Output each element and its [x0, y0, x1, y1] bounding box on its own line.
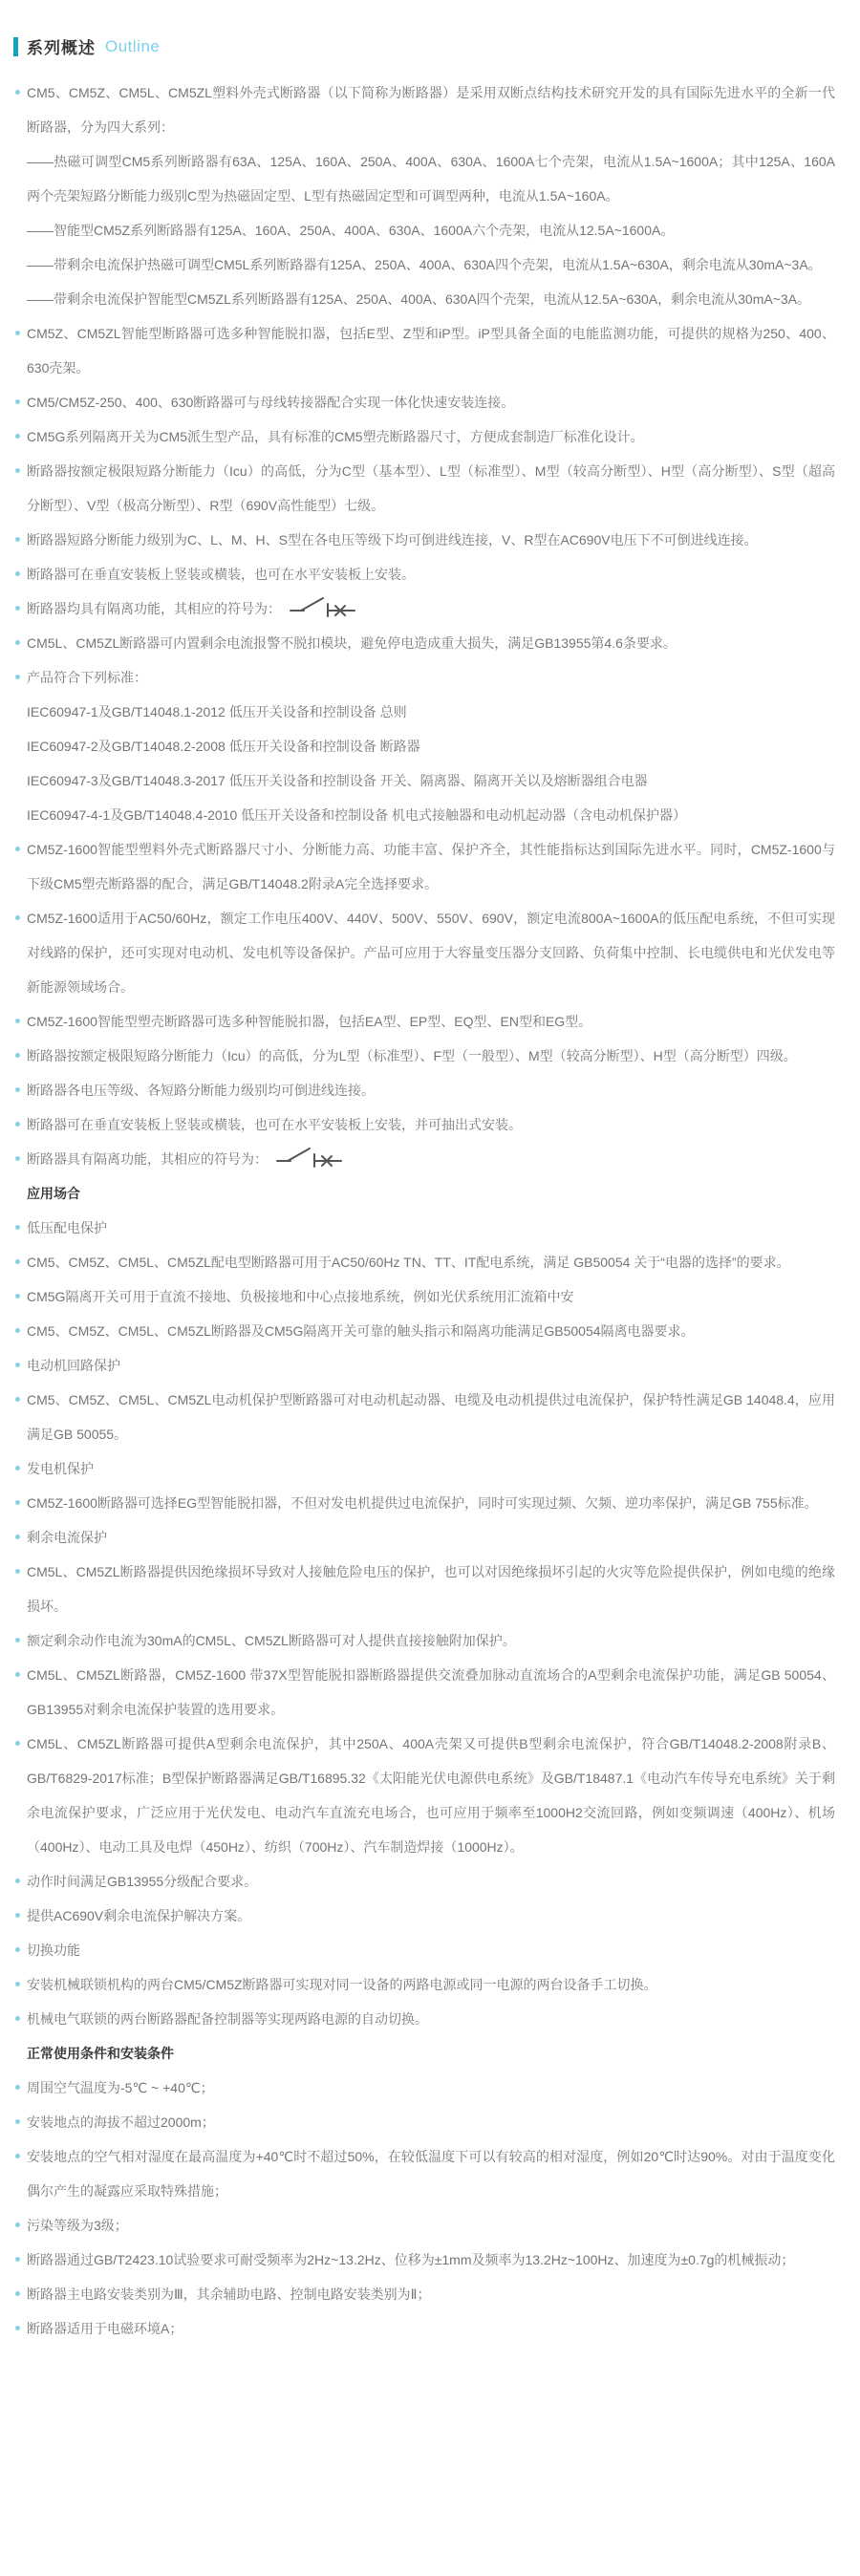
list-item: [27, 247, 835, 282]
list-item: [27, 1555, 835, 1623]
item-text: 断路器可在垂直安装板上竖装或横装，也可在水平安装板上安装，并可抽出式安装。: [27, 1117, 522, 1132]
item-text: CM5Z-1600智能型塑壳断路器可选多种智能脱扣器，包括EA型、EP型、EQ型、EN型和EG型。: [27, 1014, 592, 1029]
item-text: CM5Z、CM5ZL智能型断路器可选多种智能脱扣器，包括E型、Z型和iP型。iP型具备全面的电能监测功能，可提供的规格为250、400、630壳架。: [27, 326, 835, 376]
bullet-dot-icon: [15, 915, 20, 920]
list-item: [27, 2208, 835, 2243]
item-text: 断路器各电压等级、各短路分断能力级别均可倒进线连接。: [27, 1083, 375, 1098]
bullet-dot-icon: [15, 2154, 20, 2158]
list-item: [27, 2139, 835, 2208]
bullet-dot-icon: [15, 847, 20, 851]
item-text: CM5、CM5Z、CM5L、CM5ZL断路器及CM5G隔离开关可靠的触头指示和隔离功能满足GB50054隔离电器要求。: [27, 1323, 695, 1339]
list-item: [27, 75, 835, 144]
accent-bar: [13, 37, 18, 56]
sub-heading: [27, 1176, 835, 1211]
list-item: [27, 523, 835, 557]
bullet-dot-icon: [15, 2257, 20, 2262]
bullet-dot-icon: [15, 1122, 20, 1127]
item-text: 提供AC690V剩余电流保护解决方案。: [27, 1908, 251, 1923]
item-text: CM5Z-1600适用于AC50/60Hz，额定工作电压400V、440V、500V、550V、690V，额定电流800A~1600A的低压配电系统，不但可实现对线路的保护，还可实现对电动机、发电机等设备保护。产品可应用于大容量变压器分支回路、负荷集中控制、长电缆供电和光伏发电等新能源领域场合。: [27, 911, 835, 995]
bullet-dot-icon: [15, 1156, 20, 1161]
list-item: [27, 832, 835, 901]
item-text: 安装地点的空气相对湿度在最高温度为+40℃时不超过50%，在较低温度下可以有较高的相对湿度，例如20℃时达90%。对由于温度变化偶尔产生的凝露应采取特殊措施；: [27, 2149, 835, 2199]
bullet-dot-icon: [15, 1638, 20, 1642]
item-text: 断路器按额定极限短路分断能力（Icu）的高低，分为C型（基本型）、L型（标准型）、M型（较高分断型）、H型（高分断型）、S型（超高分断型）、V型（极高分断型）、R型（690V高性能型）七级。: [27, 463, 835, 513]
bullet-dot-icon: [15, 399, 20, 404]
item-text: IEC60947-2及GB/T14048.2-2008 低压开关设备和控制设备 断路器: [27, 739, 420, 754]
bullet-dot-icon: [15, 1947, 20, 1952]
item-text: CM5L、CM5ZL断路器可内置剩余电流报警不脱扣模块，避免停电造成重大损失，满足GB13955第4.6条要求。: [27, 635, 677, 651]
bullet-dot-icon: [15, 434, 20, 439]
bullet-dot-icon: [15, 331, 20, 335]
item-text: CM5、CM5Z、CM5L、CM5ZL塑料外壳式断路器（以下简称为断路器）是采用双断点结构技术研究开发的具有国际先进水平的全新一代断路器，分为四大系列：: [27, 85, 835, 135]
item-text: 切换功能: [27, 1943, 80, 1958]
item-text: 机械电气联锁的两台断路器配备控制器等实现两路电源的自动切换。: [27, 2011, 428, 2027]
sub-heading: [27, 2036, 835, 2071]
page-title: 系列概述: [27, 39, 96, 57]
bullet-dot-icon: [15, 640, 20, 645]
bullet-dot-icon: [15, 2326, 20, 2330]
bullet-dot-icon: [15, 1466, 20, 1470]
item-text: 断路器可在垂直安装板上竖装或横装，也可在水平安装板上安装。: [27, 567, 415, 582]
list-item: [27, 1933, 835, 1967]
list-item: [27, 1727, 835, 1864]
bullet-dot-icon: [15, 90, 20, 95]
list-item: [27, 1107, 835, 1142]
list-item: [27, 1486, 835, 1520]
item-text: 断路器按额定极限短路分断能力（Icu）的高低，分为L型（标准型）、F型（一般型）、M型（较高分断型）、H型（高分断型）四级。: [27, 1048, 797, 1063]
item-text: 断路器主电路安装类别为Ⅲ，其余辅助电路、控制电路安装类别为Ⅱ；: [27, 2286, 431, 2302]
bullet-dot-icon: [15, 1982, 20, 1986]
bullet-dot-icon: [15, 1294, 20, 1299]
bullet-dot-icon: [15, 1019, 20, 1023]
item-text: 额定剩余动作电流为30mA的CM5L、CM5ZL断路器可对人提供直接接触附加保护。: [27, 1633, 516, 1648]
item-text: IEC60947-3及GB/T14048.3-2017 低压开关设备和控制设备 开关、隔离器、隔离开关以及熔断器组合电器: [27, 773, 648, 788]
list-item: [27, 1245, 835, 1279]
item-text: ——带剩余电流保护智能型CM5ZL系列断路器有125A、250A、400A、630A四个壳架，电流从12.5A~630A，剩余电流从30mA~3A。: [27, 291, 811, 307]
item-text: CM5G系列隔离开关为CM5派生型产品，具有标准的CM5塑壳断路器尺寸，方便成套制造厂标准化设计。: [27, 429, 644, 444]
list-item: [27, 2277, 835, 2311]
list-item: [27, 2002, 835, 2036]
item-text: 断路器通过GB/T2423.10试验要求可耐受频率为2Hz~13.2Hz、位移为±1mm及频率为13.2Hz~100Hz、加速度为±0.7g的机械振动；: [27, 2252, 795, 2267]
list-item: [27, 557, 835, 591]
list-item: [27, 1211, 835, 1245]
item-text: CM5G隔离开关可用于直流不接地、负极接地和中心点接地系统，例如光伏系统用汇流箱中安: [27, 1289, 574, 1304]
item-text: 安装机械联锁机构的两台CM5/CM5Z断路器可实现对同一设备的两路电源或同一电源的两台设备手工切换。: [27, 1977, 657, 1992]
item-text: CM5Z-1600智能型塑料外壳式断路器尺寸小、分断能力高、功能丰富、保护齐全，其性能指标达到国际先进水平。同时，CM5Z-1600与下级CM5塑壳断路器的配合，满足GB/T14048.2附录A完全选择要求。: [27, 842, 835, 891]
item-text: 动作时间满足GB13955分级配合要求。: [27, 1874, 258, 1889]
list-item: [27, 385, 835, 419]
bullet-dot-icon: [15, 1363, 20, 1367]
bullet-dot-icon: [15, 468, 20, 473]
bullet-dot-icon: [15, 1500, 20, 1505]
list-item: [27, 2243, 835, 2277]
list-item: [27, 2311, 835, 2346]
item-text: 产品符合下列标准：: [27, 670, 147, 685]
list-item: [27, 1623, 835, 1658]
item-text: 剩余电流保护: [27, 1530, 107, 1545]
item-text: IEC60947-4-1及GB/T14048.4-2010 低压开关设备和控制设备 机电式接触器和电动机起动器（含电动机保护器）: [27, 807, 687, 823]
list-item: [27, 144, 835, 213]
bullet-dot-icon: [15, 1535, 20, 1539]
bullet-dot-icon: [15, 1397, 20, 1402]
list-item: [27, 901, 835, 1004]
item-text: 断路器均具有隔离功能，其相应的符号为：: [27, 601, 281, 616]
item-text: 断路器具有隔离功能，其相应的符号为：: [27, 1151, 268, 1167]
list-item: [27, 1451, 835, 1486]
list-item: [27, 1004, 835, 1039]
section-header: [13, 34, 860, 58]
content-list: [0, 68, 860, 2372]
bullet-dot-icon: [15, 2119, 20, 2124]
item-text: 断路器适用于电磁环境A；: [27, 2321, 183, 2336]
bullet-dot-icon: [15, 1913, 20, 1918]
item-text: 正常使用条件和安装条件: [27, 2046, 174, 2061]
item-text: ——热磁可调型CM5系列断路器有63A、125A、160A、250A、400A、630A、1600A七个壳架，电流从1.5A~1600A；其中125A、160A两个壳架短路分断能力级别C型为热磁固定型、L型有热磁固定型和可调型两种，电流从1.5A~160A。: [27, 154, 835, 204]
item-text: 污染等级为3级；: [27, 2218, 128, 2233]
list-item: [27, 2071, 835, 2105]
page-title-en: Outline: [105, 36, 161, 55]
bullet-dot-icon: [15, 1225, 20, 1230]
list-item: [27, 1348, 835, 1383]
list-item: [27, 1899, 835, 1933]
item-text: 发电机保护: [27, 1461, 94, 1476]
item-text: CM5、CM5Z、CM5L、CM5ZL电动机保护型断路器可对电动机起动器、电缆及电动机提供过电流保护，保护特性满足GB 14048.4，应用满足GB 50055。: [27, 1392, 835, 1442]
isolator-switch-icon: [275, 1145, 344, 1168]
item-text: CM5L、CM5ZL断路器提供因绝缘损坏导致对人接触危险电压的保护，也可以对因绝缘损坏引起的火灾等危险提供保护，例如电缆的绝缘损坏。: [27, 1564, 835, 1614]
item-text: 低压配电保护: [27, 1220, 107, 1235]
list-item: [27, 1314, 835, 1348]
item-text: CM5、CM5Z、CM5L、CM5ZL配电型断路器可用于AC50/60Hz TN、TT、IT配电系统，满足 GB50054 关于“电器的选择”的要求。: [27, 1255, 790, 1270]
list-item: [27, 1967, 835, 2002]
item-text: 断路器短路分断能力级别为C、L、M、H、S型在各电压等级下均可倒进线连接，V、R型在AC690V电压下不可倒进线连接。: [27, 532, 758, 547]
list-item: [27, 1039, 835, 1073]
list-item: [27, 798, 835, 832]
item-text: CM5L、CM5ZL断路器，CM5Z-1600 带37X型智能脱扣器断路器提供交流叠加脉动直流场合的A型剩余电流保护功能，满足GB 50054、GB13955对剩余电流保护装置的选用要求。: [27, 1667, 835, 1717]
list-item: [27, 591, 835, 626]
list-item: [27, 1142, 835, 1176]
list-item: [27, 729, 835, 763]
bullet-dot-icon: [15, 2222, 20, 2227]
item-text: 安装地点的海拔不超过2000m；: [27, 2114, 215, 2130]
bullet-dot-icon: [15, 1053, 20, 1058]
item-text: 周围空气温度为-5℃ ~ +40℃；: [27, 2080, 214, 2095]
bullet-dot-icon: [15, 2291, 20, 2296]
bullet-dot-icon: [15, 2016, 20, 2021]
item-text: 电动机回路保护: [27, 1358, 120, 1373]
list-item: [27, 316, 835, 385]
list-item: [27, 282, 835, 316]
list-item: [27, 1073, 835, 1107]
list-item: [27, 1864, 835, 1899]
list-item: [27, 1658, 835, 1727]
list-item: [27, 213, 835, 247]
list-item: [27, 626, 835, 660]
bullet-dot-icon: [15, 1569, 20, 1574]
bullet-dot-icon: [15, 537, 20, 542]
item-text: CM5L、CM5ZL断路器可提供A型剩余电流保护，其中250A、400A壳架又可提供B型剩余电流保护，符合GB/T14048.2-2008附录B、GB/T6829-2017标准；B型保护断路器满足GB/T16895.32《太阳能光伏电源供电系统》及GB/T18487.1《电动汽车传导充电系统》关于剩余电流保护要求，广泛应用于光伏发电、电动汽车直流充电场合，也可应用于频率至1000H2交流回路，例如变频调速（400Hz）、机场（400Hz）、电动工具及电焊（450Hz）、纺织（700Hz）、汽车制造焊接（1000Hz）。: [27, 1736, 835, 1855]
item-text: IEC60947-1及GB/T14048.1-2012 低压开关设备和控制设备 总则: [27, 704, 407, 719]
bullet-dot-icon: [15, 1741, 20, 1746]
bullet-dot-icon: [15, 2085, 20, 2090]
list-item: [27, 763, 835, 798]
bullet-dot-icon: [15, 571, 20, 576]
outline-page: [0, 34, 860, 2372]
bullet-dot-icon: [15, 1259, 20, 1264]
list-item: [27, 1279, 835, 1314]
bullet-dot-icon: [15, 1328, 20, 1333]
bullet-dot-icon: [15, 1878, 20, 1883]
list-item: [27, 695, 835, 729]
bullet-dot-icon: [15, 675, 20, 679]
list-item: [27, 1520, 835, 1555]
list-item: [27, 2105, 835, 2139]
list-item: [27, 660, 835, 695]
item-text: CM5Z-1600断路器可选择EG型智能脱扣器，不但对发电机提供过电流保护，同时可实现过频、欠频、逆功率保护，满足GB 755标准。: [27, 1495, 818, 1511]
bullet-dot-icon: [15, 606, 20, 611]
list-item: [27, 454, 835, 523]
item-text: CM5/CM5Z-250、400、630断路器可与母线转接器配合实现一体化快速安装连接。: [27, 395, 515, 410]
list-item: [27, 1383, 835, 1451]
item-text: ——智能型CM5Z系列断路器有125A、160A、250A、400A、630A、1600A六个壳架，电流从12.5A~1600A。: [27, 223, 675, 238]
bullet-dot-icon: [15, 1672, 20, 1677]
item-text: 应用场合: [27, 1186, 80, 1201]
item-text: ——带剩余电流保护热磁可调型CM5L系列断路器有125A、250A、400A、630A四个壳架，电流从1.5A~630A，剩余电流从30mA~3A。: [27, 257, 822, 272]
isolator-switch-icon: [289, 594, 357, 617]
list-item: [27, 419, 835, 454]
bullet-dot-icon: [15, 1087, 20, 1092]
